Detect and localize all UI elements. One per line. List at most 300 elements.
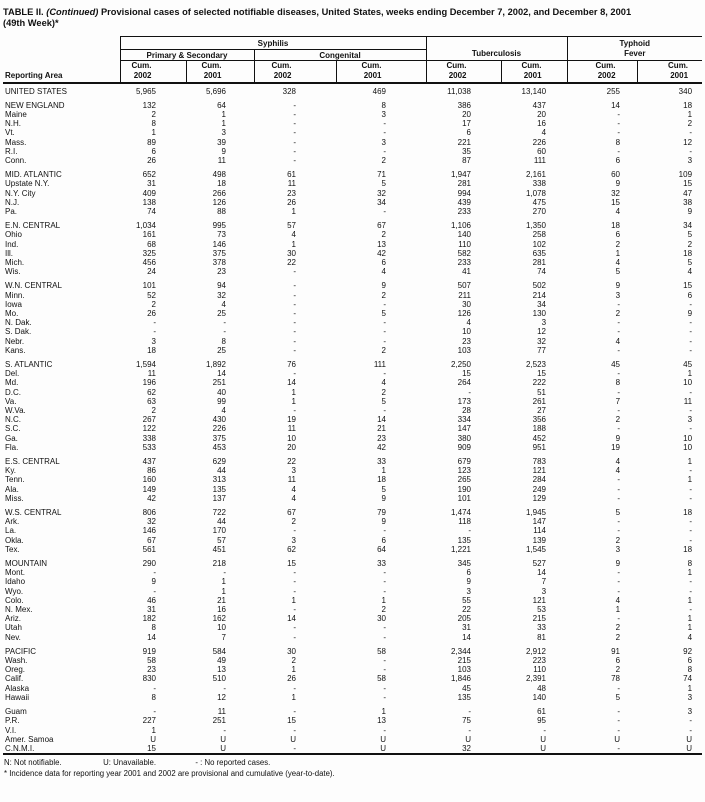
value-cell: 13,140 [521,86,547,96]
value-cell: 4 [381,267,386,277]
value-cell: 8 [151,119,156,129]
reporting-area-cell: Tex. [5,544,20,554]
value-cell: - [689,299,693,309]
value-cell: 5,696 [205,86,226,96]
value-cell: 1 [221,577,226,587]
value-cell: 55 [462,595,471,605]
value-cell: 4 [291,230,296,240]
value-cell: 32 [462,743,471,753]
reporting-area-cell: W.N. CENTRAL [5,281,62,291]
reporting-area-cell: Wis. [5,267,21,277]
table-row [3,587,702,596]
value-cell: 30 [287,646,296,656]
value-cell: 86 [147,466,156,476]
value-cell: 57 [217,535,226,545]
reporting-area-cell: Mich. [5,257,25,267]
value-cell: 1 [291,665,296,675]
value-cell: 6 [687,290,693,300]
value-cell: - [689,336,693,346]
value-cell: - [468,526,471,536]
value-cell: 533 [142,442,156,452]
value-cell: 222 [532,378,547,388]
reporting-area-cell: Oreg. [5,665,26,675]
value-cell: - [153,327,156,337]
value-cell: 2,912 [525,646,547,656]
value-cell: 338 [532,179,547,189]
value-cell: 5 [687,230,693,240]
value-cell: 101 [142,281,156,291]
reporting-area-cell: Va. [5,396,17,406]
value-cell: 251 [212,716,226,726]
value-cell: 1 [291,387,296,397]
value-cell: 129 [532,493,547,503]
value-cell: 31 [462,623,471,633]
value-cell: - [617,517,621,527]
value-cell: 1 [221,109,226,119]
reporting-area-cell: Conn. [5,155,27,165]
value-cell: 378 [212,257,226,267]
reporting-area-cell: W.S. CENTRAL [5,508,62,518]
reporting-area-cell: N.Y. City [5,188,36,198]
table-row [3,96,702,110]
value-cell: 452 [532,433,547,443]
value-cell: 15 [683,281,693,291]
table-row [3,147,702,156]
table-row [3,494,702,503]
value-cell: 3 [151,336,156,346]
value-cell: 4 [381,378,386,388]
value-cell: 45 [683,359,693,369]
value-cell: 18 [147,345,156,355]
value-cell: 10 [683,378,693,388]
value-cell: 111 [533,155,547,165]
col-header-cong-cum-2001: Cum. 2001 [336,61,426,83]
value-cell: 1 [687,475,693,485]
reporting-area-cell: Ky. [5,466,16,476]
value-cell: 44 [217,466,226,476]
table-row [3,337,702,346]
value-cell: - [383,318,386,328]
value-cell: 5 [615,508,621,518]
value-cell: 510 [212,674,226,684]
value-cell: 3 [687,692,693,702]
value-cell: 255 [606,86,621,96]
value-cell: - [617,345,621,355]
value-cell: 1 [687,623,693,633]
table-row [3,156,702,165]
value-cell: 9 [381,281,386,291]
value-cell: 8 [615,378,621,388]
value-cell: 2 [687,239,693,249]
value-cell: 14 [147,632,156,642]
value-cell: 74 [537,267,547,277]
reporting-area-cell: Tenn. [5,475,25,485]
value-cell: 7 [221,632,226,642]
value-cell: 1,947 [450,170,471,180]
value-cell: 5 [615,267,621,277]
reporting-area-cell: Alaska [5,683,30,693]
value-cell: 8 [381,100,386,110]
value-cell: 62 [147,387,156,397]
value-cell: 13 [377,716,386,726]
table-row [3,406,702,415]
value-cell: 18 [683,248,693,258]
value-cell: 6 [151,146,156,156]
value-cell: 147 [532,517,547,527]
value-cell: 9 [381,517,386,527]
table-row [3,207,702,216]
value-cell: 14 [537,568,547,578]
value-cell: U [290,734,296,744]
congenital-header: Congenital [254,50,426,61]
value-cell: 1 [221,586,226,596]
value-cell: U [686,743,693,753]
reporting-area-cell: NEW ENGLAND [5,100,65,110]
value-cell: 1 [291,206,296,216]
value-cell: 4 [466,318,471,328]
value-cell: 806 [142,508,156,518]
syphilis-group-header: Syphilis [120,37,426,50]
value-cell: 214 [532,290,547,300]
value-cell: - [293,308,296,318]
table-row [3,216,702,230]
reporting-area-cell: Hawaii [5,692,30,702]
value-cell: 135 [457,535,471,545]
value-cell: 14 [462,632,471,642]
value-cell: 9 [615,281,621,291]
footnote-symbols [4,758,702,768]
value-cell: 4 [615,336,621,346]
value-cell: 9 [151,577,156,587]
value-cell: 94 [217,281,226,291]
value-cell: 7 [541,577,547,587]
value-cell: 64 [377,544,386,554]
value-cell: 3 [291,535,296,545]
value-cell: 3 [615,544,621,554]
value-cell: - [383,692,386,702]
value-cell: 45 [611,359,621,369]
reporting-area-cell: MID. ATLANTIC [5,170,62,180]
value-cell: 340 [678,86,693,96]
value-cell: 995 [212,221,226,231]
table-row [3,128,702,137]
table-row [3,258,702,267]
value-cell: 23 [287,188,296,198]
reporting-area-cell: PACIFIC [5,646,36,656]
value-cell: - [689,493,693,503]
value-cell: 334 [457,415,471,425]
reporting-area-header: Reporting Area [3,37,120,83]
value-cell: 830 [142,674,156,684]
value-cell: 23 [377,433,386,443]
value-cell: 11 [147,369,156,379]
value-cell: 6 [615,155,621,165]
reporting-area-cell: Ohio [5,230,22,240]
table-row [3,665,702,674]
value-cell: 4 [291,484,296,494]
value-cell: 30 [287,248,296,258]
reporting-area-cell: Colo. [5,595,24,605]
value-cell: 58 [377,646,386,656]
value-cell: - [153,707,156,717]
table-row [3,355,702,369]
value-cell: 32 [537,336,547,346]
value-cell: 58 [377,674,386,684]
value-cell: U [686,734,693,744]
value-cell: 4 [615,206,621,216]
value-cell: 1 [615,248,621,258]
value-cell: - [383,656,386,666]
value-cell: 629 [212,457,226,467]
value-cell: - [383,725,386,735]
value-cell: 27 [537,406,547,415]
table-row [3,138,702,147]
value-cell: 121 [532,466,547,476]
reporting-area-cell: Ariz. [5,614,21,624]
value-cell: 173 [457,396,471,406]
value-cell: 251 [212,378,226,388]
value-cell: 47 [683,188,693,198]
reporting-area-cell: Vt. [5,128,15,138]
value-cell: - [383,665,386,675]
reporting-area-cell: Ark. [5,517,20,527]
reporting-area-cell: Mass. [5,137,27,147]
table-row [3,568,702,577]
value-cell: 223 [532,656,547,666]
value-cell: - [293,128,296,138]
value-cell: 722 [212,508,226,518]
table-row [3,642,702,656]
value-cell: - [293,605,296,615]
table-row [3,526,702,535]
value-cell: 6 [466,568,471,578]
value-cell: 16 [537,119,547,129]
value-cell: - [293,281,296,291]
value-cell: 26 [287,674,296,684]
value-cell: - [293,369,296,379]
value-cell: - [293,119,296,129]
value-cell: 39 [217,137,226,147]
value-cell: - [223,318,226,328]
value-cell: 507 [457,281,471,291]
value-cell: 249 [532,484,547,494]
value-cell: 42 [377,442,386,452]
table-row [3,388,702,397]
value-cell: 123 [457,466,471,476]
value-cell: 5 [687,257,693,267]
value-cell: 109 [678,170,693,180]
value-cell: 1 [151,128,156,138]
value-cell: 1 [687,457,693,467]
value-cell: 1 [291,239,296,249]
value-cell: 24 [147,267,156,277]
value-cell: 4 [221,299,226,309]
value-cell: 2 [151,406,156,415]
value-cell: 281 [532,257,547,267]
value-cell: 8 [615,137,621,147]
value-cell: - [153,568,156,578]
value-cell: 290 [142,559,156,569]
value-cell: 18 [377,475,386,485]
value-cell: 375 [212,433,226,443]
value-cell: 10 [683,442,693,452]
value-cell: 264 [457,378,471,388]
value-cell: 380 [457,433,471,443]
value-cell: 35 [462,146,471,156]
reporting-area-cell: E.S. CENTRAL [5,457,60,467]
table-row [3,230,702,239]
value-cell: - [293,345,296,355]
value-cell: - [223,683,226,693]
value-cell: 23 [462,336,471,346]
value-cell: 10 [217,623,226,633]
table-row [3,443,702,452]
value-cell: 182 [142,614,156,624]
value-cell: 4 [615,595,621,605]
reporting-area-cell: Pa. [5,206,18,216]
value-cell: 375 [212,248,226,258]
reporting-area-cell: Wyo. [5,586,24,596]
value-cell: - [617,475,621,485]
table-row [3,179,702,188]
value-cell: 126 [212,197,226,207]
primary-secondary-header: Primary & Secondary [120,50,254,61]
value-cell: 10 [287,433,296,443]
value-cell: 409 [142,188,156,198]
value-cell: 338 [142,433,156,443]
value-cell: 4 [615,466,621,476]
value-cell: 437 [532,100,547,110]
col-header-typhoid-cum-2001: Cum. 2001 [637,61,702,83]
col-header-ps-cum-2001: Cum. 2001 [186,61,254,83]
value-cell: - [293,109,296,119]
value-cell: 57 [287,221,296,231]
value-cell: 439 [457,197,471,207]
value-cell: 2 [381,155,386,165]
value-cell: 21 [377,424,386,434]
value-cell: 4 [687,267,693,277]
value-cell: 18 [683,100,693,110]
reporting-area-cell: MOUNTAIN [5,559,48,569]
value-cell: - [617,327,621,337]
table-row [3,327,702,336]
value-cell: - [617,614,621,624]
table-row [3,605,702,614]
footnote-no-cases: - : No reported cases. [195,758,271,768]
table-row [3,291,702,300]
value-cell: - [617,493,621,503]
value-cell: 2,523 [525,359,547,369]
reporting-area-cell: N. Mex. [5,605,33,615]
value-cell: 2 [381,290,386,300]
value-cell: 3 [687,415,693,425]
value-cell: - [383,683,386,693]
value-cell: 215 [532,614,547,624]
value-cell: 5 [615,692,621,702]
value-cell: 79 [377,508,386,518]
col-header-cong-cum-2002: Cum. 2002 [254,61,336,83]
value-cell: 15 [611,197,621,207]
value-cell: 13 [377,239,386,249]
value-cell: 635 [532,248,547,258]
table-row [3,198,702,207]
value-cell: 92 [683,646,693,656]
value-cell: - [383,327,386,337]
reporting-area-cell: R.I. [5,146,18,156]
value-cell: 20 [537,109,547,119]
value-cell: 9 [687,206,693,216]
value-cell: 211 [458,290,471,300]
value-cell: U [380,734,386,744]
value-cell: U [220,743,226,753]
value-cell: 1 [687,568,693,578]
value-cell: 15 [147,743,156,753]
table-row [3,614,702,623]
value-cell: - [383,623,386,633]
value-cell: 30 [462,299,471,309]
table-row [3,267,702,276]
value-cell: - [689,484,693,494]
value-cell: - [617,128,621,138]
value-cell: 146 [212,239,226,249]
table-row [3,415,702,424]
value-cell: 12 [537,327,547,337]
value-cell: 3 [221,128,226,138]
reporting-area-cell: Fla. [5,442,19,452]
value-cell: U [465,734,471,744]
table-row [3,623,702,632]
value-cell: 45 [462,683,471,693]
value-cell: 5,965 [135,86,156,96]
value-cell: - [293,290,296,300]
value-cell: 3 [615,290,621,300]
table-row [3,110,702,119]
value-cell: - [617,743,621,753]
value-cell: 1,034 [135,221,156,231]
value-cell: 3 [466,586,471,596]
value-cell: 1 [687,109,693,119]
value-cell: 64 [217,100,226,110]
value-cell: - [617,716,621,726]
table-row [3,596,702,605]
value-cell: 1,846 [450,674,471,684]
value-cell: 15 [287,559,296,569]
title-prefix: TABLE II. [3,7,47,17]
value-cell: - [383,577,386,587]
value-cell: - [383,146,386,156]
value-cell: 1 [291,595,296,605]
value-cell: 140 [532,692,547,702]
value-cell: 41 [462,267,471,277]
value-cell: 3 [541,586,547,596]
value-cell: 1 [687,595,693,605]
value-cell: - [617,683,621,693]
reporting-area-cell: Nebr. [5,336,25,346]
value-cell: - [543,725,547,735]
value-cell: 2 [615,415,621,425]
value-cell: 4 [221,406,226,415]
reporting-area-cell: V.I. [5,725,17,735]
value-cell: 44 [217,517,226,527]
table-row [3,485,702,494]
value-cell: 4 [291,493,296,503]
table-row [3,716,702,725]
table-row [3,249,702,258]
value-cell: 7 [615,396,621,406]
value-cell: - [293,725,296,735]
value-cell: 233 [457,206,471,216]
value-cell: 74 [683,674,693,684]
